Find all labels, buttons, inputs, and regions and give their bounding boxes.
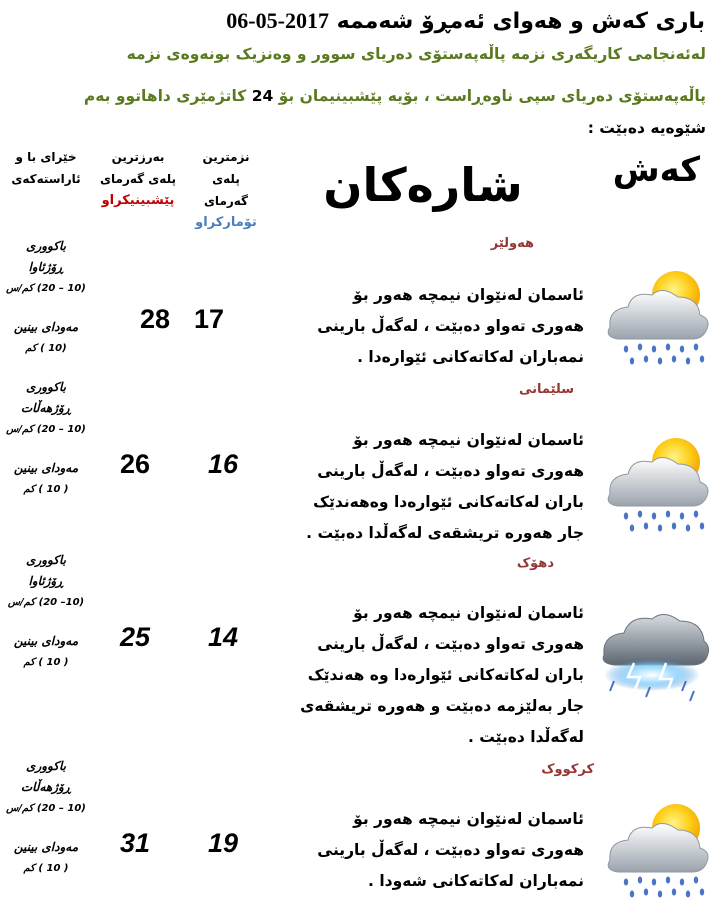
max-temp-header-line2: پلەی گەرمای — [100, 172, 176, 186]
wind-kirkuk — [2, 756, 90, 879]
forecast-line: هەوری تەواو دەبێت ، لەگەڵ بارینی — [317, 635, 584, 653]
wind-dir-2: ڕۆژهەڵات — [20, 401, 72, 415]
min-temp-header — [188, 146, 264, 234]
forecast-line: هەوری تەواو دەبێت ، لەگەڵ بارینی — [317, 317, 584, 335]
city-name-erbil: هەولێر — [490, 236, 534, 251]
intro-line-2 — [6, 80, 706, 112]
min-temp-header-line1: نزمترین پلەی — [202, 150, 250, 186]
wind-sulaymaniyah — [2, 377, 90, 500]
wind-dir-2: ڕۆژئاوا — [28, 574, 64, 588]
visibility-label: مەودای بینین — [13, 320, 79, 334]
city-name-duhok: دهۆک — [516, 556, 554, 571]
wind-speed: (10 – 20) کم/س — [6, 283, 86, 294]
title-text: باری کەش و هەوای ئەمڕۆ شەممە — [336, 9, 705, 34]
wind-header-line2: ئاراستەکەی — [11, 172, 81, 186]
wind-duhok — [2, 550, 90, 673]
report-date: 2017-05-06 — [226, 8, 329, 33]
min-temp-header-sub: تۆمارکراو — [195, 215, 257, 230]
min-temp-erbil: 17 — [193, 304, 225, 334]
visibility-label: مەودای بینین — [13, 840, 79, 854]
sun-cloud-rain-icon — [596, 432, 714, 542]
forecast-line: ئاسمان لەنێوان نیمچە هەور بۆ — [353, 431, 584, 449]
forecast-duhok — [264, 598, 584, 753]
city-name-kirkuk: کرکووک — [541, 762, 594, 777]
max-temp-header-sub: پێشبینیکراو — [101, 193, 175, 208]
max-temp-duhok: 25 — [119, 622, 151, 652]
visibility-label: مەودای بینین — [13, 461, 79, 475]
intro-line-1: لەئەنجامی کاریگەری نزمە پاڵەپەستۆی دەریای سوور و وەنزیک بونەوەی نزمە — [126, 45, 706, 63]
forecast-line: جار هەورە تریشقەی لەگەڵدا دەبێت . — [306, 524, 584, 542]
wind-dir-1: باکووری — [26, 553, 66, 567]
wind-dir-1: باکووری — [26, 759, 66, 773]
forecast-line: ئاسمان لەنێوان نیمچە هەور بۆ — [353, 286, 584, 304]
wind-header-line1: خێرای با و — [15, 150, 77, 164]
forecast-line: نمەباران لەکاتەکانی شەودا . — [368, 872, 584, 890]
forecast-line: هەوری تەواو دەبێت ، لەگەڵ بارینی — [317, 841, 584, 859]
wind-dir-2: ڕۆژئاوا — [28, 260, 64, 274]
wind-dir-1: باکووری — [26, 380, 66, 394]
wind-speed: (10 – 20) کم/س — [6, 803, 86, 814]
cities-column-header: شارەکان — [323, 158, 523, 212]
page-title — [0, 8, 705, 34]
max-temp-header — [92, 146, 184, 212]
max-temp-erbil: 28 — [139, 304, 171, 334]
intro-line-3: شێوەیە دەبێت : — [587, 119, 706, 137]
forecast-line: ئاسمان لەنێوان نیمچە هەور بۆ — [353, 604, 584, 622]
intro-paragraph — [6, 80, 706, 144]
max-temp-kirkuk: 31 — [119, 828, 151, 858]
intro-line-2a: پاڵەپەستۆی دەریای سپی ناوەڕاست ، بۆیە پێشبینیمان بۆ — [278, 87, 706, 105]
forecast-sulaymaniyah — [264, 425, 584, 549]
forecast-line: نمەباران لەکاتەکانی ئێوارەدا . — [357, 348, 584, 366]
thunderstorm-icon — [594, 605, 712, 715]
visibility-value: (10 ) کم — [25, 343, 67, 354]
forecast-erbil — [264, 280, 584, 373]
min-temp-duhok: 14 — [207, 622, 239, 652]
max-temp-sulaymaniyah: 26 — [119, 449, 151, 479]
intro-hours: 24 — [251, 87, 274, 105]
wind-speed: (10– 20) کم/س — [7, 597, 85, 608]
forecast-line: لەگەڵدا دەبێت . — [467, 728, 584, 746]
forecast-line: جار بەلێزمە دەبێت و هەورە تریشقەی — [300, 697, 584, 715]
forecast-line: ئاسمان لەنێوان نیمچە هەور بۆ — [353, 810, 584, 828]
intro-line-2c: کاتژمێری داهاتوو بەم — [83, 87, 247, 105]
sun-cloud-rain-icon — [596, 798, 714, 908]
wind-erbil — [2, 236, 90, 359]
weather-column-header: کەش — [612, 150, 700, 190]
sun-cloud-rain-icon — [596, 265, 714, 375]
visibility-value: ( 10 ) کم — [23, 484, 69, 495]
forecast-line: هەوری تەواو دەبێت ، لەگەڵ بارینی — [317, 462, 584, 480]
max-temp-header-line1: بەرزترین — [111, 150, 165, 164]
forecast-line: باران لەکاتەکانی ئێوارەدا وە هەندێک — [307, 666, 584, 684]
city-name-sulaymaniyah: سلێمانی — [518, 382, 574, 397]
min-temp-header-line2: گەرمای — [203, 194, 249, 208]
wind-dir-1: باکووری — [26, 239, 66, 253]
visibility-value: ( 10 ) کم — [23, 657, 69, 668]
forecast-kirkuk — [264, 804, 584, 897]
wind-speed: (10 – 20) کم/س — [6, 424, 86, 435]
visibility-label: مەودای بینین — [13, 634, 79, 648]
forecast-line: باران لەکاتەکانی ئێوارەدا وەهەندێک — [313, 493, 584, 511]
wind-dir-2: ڕۆژهەڵات — [20, 780, 72, 794]
visibility-value: ( 10 ) کم — [23, 863, 69, 874]
min-temp-sulaymaniyah: 16 — [207, 449, 239, 479]
wind-header — [0, 146, 92, 190]
min-temp-kirkuk: 19 — [207, 828, 239, 858]
